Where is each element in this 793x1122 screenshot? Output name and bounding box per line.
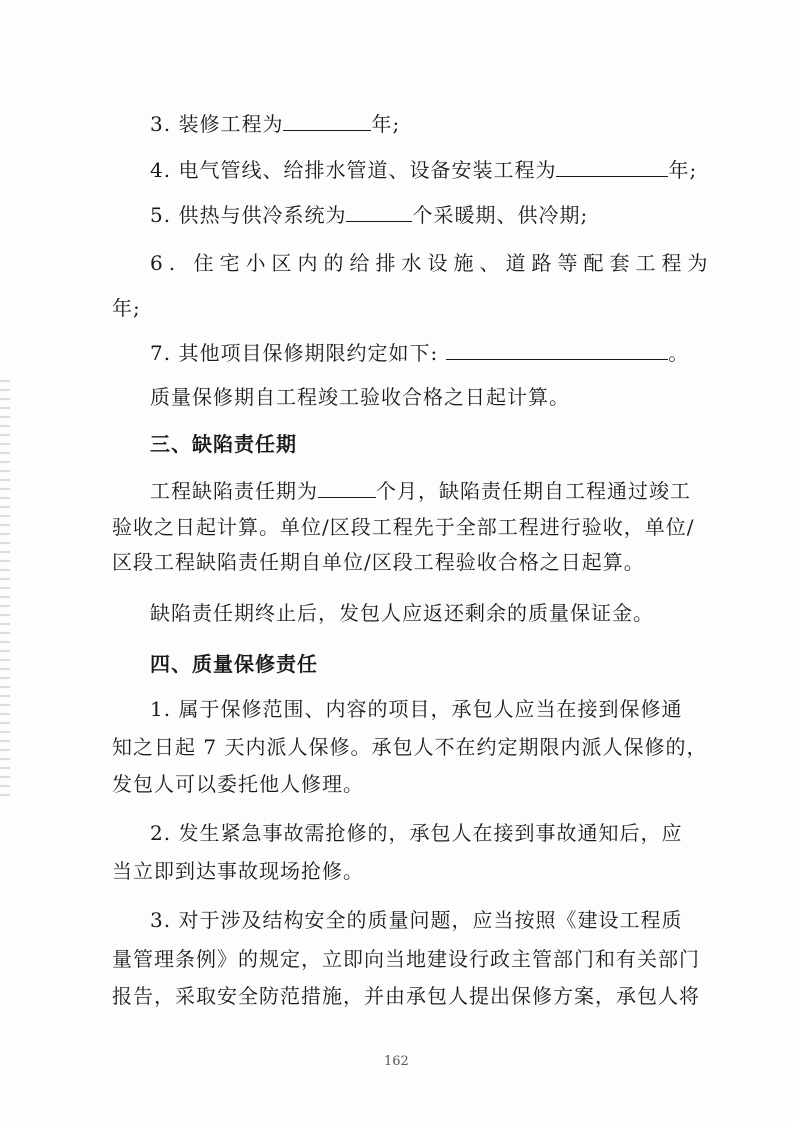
item-4-line	[150, 158, 697, 182]
item-3-suffix: 年;	[371, 112, 401, 136]
section-4-p3-line2: 量管理条例》的规定，立即向当地建设行政主管部门和有关部门	[112, 947, 700, 971]
section-3-p1-line1	[150, 479, 691, 503]
item-6-line: 6. 住宅小区内的给排水设施、道路等配套工程为	[150, 251, 714, 275]
item-5-blank	[346, 203, 412, 222]
section-3-heading: 三、缺陷责任期	[150, 432, 297, 456]
item-3-line	[150, 112, 400, 136]
section-4-p1-line2: 知之日起 7 天内派人保修。承包人不在约定期限内派人保修的，	[112, 735, 708, 759]
section-4-p2-line2: 当立即到达事故现场抢修。	[112, 859, 364, 883]
section-4-heading: 四、质量保修责任	[150, 652, 318, 676]
defect-period-text: 工程缺陷责任期为	[150, 479, 318, 503]
defect-period-blank	[318, 479, 376, 498]
section-4-p1-line3: 发包人可以委托他人修理。	[112, 772, 364, 796]
section-4-p3-line3: 报告，采取安全防范措施，并由承包人提出保修方案，承包人将	[112, 984, 700, 1008]
item-4-blank	[556, 158, 668, 177]
section-4-p2-line1: 2. 发生紧急事故需抢修的，承包人在接到事故通知后，应	[150, 821, 683, 845]
item-7-line	[150, 341, 689, 365]
section-3-p1-line2: 验收之日起计算。单位/区段工程先于全部工程进行验收，单位/	[112, 515, 695, 539]
section-3-p2: 缺陷责任期终止后，发包人应返还剩余的质量保证金。	[150, 601, 654, 625]
section-3-p1-line3: 区段工程缺陷责任期自单位/区段工程验收合格之日起算。	[112, 550, 645, 574]
item-7-text: 7. 其他项目保修期限约定如下:	[150, 341, 439, 365]
item-5-text: 5. 供热与供冷系统为	[150, 203, 347, 227]
calc-note: 质量保修期自工程竣工验收合格之日起计算。	[150, 385, 570, 409]
item-4-suffix: 年;	[668, 158, 698, 182]
item-5-line	[150, 203, 588, 227]
item-6-continuation: 年;	[112, 296, 141, 320]
page-number: 162	[384, 1054, 409, 1069]
section-4-p1-line1: 1. 属于保修范围、内容的项目，承包人应当在接到保修通	[150, 697, 683, 721]
defect-period-suffix: 个月，缺陷责任期自工程通过竣工	[376, 479, 691, 503]
item-3-blank	[283, 112, 371, 131]
item-4-text: 4. 电气管线、给排水管道、设备安装工程为	[150, 158, 557, 182]
scan-edge-artifact	[0, 380, 10, 800]
item-5-suffix: 个采暖期、供冷期;	[412, 203, 589, 227]
item-7-blank	[446, 341, 668, 360]
item-7-suffix: 。	[668, 341, 690, 365]
item-3-text: 3. 装修工程为	[150, 112, 284, 136]
section-4-p3-line1: 3. 对于涉及结构安全的质量问题，应当按照《建设工程质	[150, 908, 683, 932]
